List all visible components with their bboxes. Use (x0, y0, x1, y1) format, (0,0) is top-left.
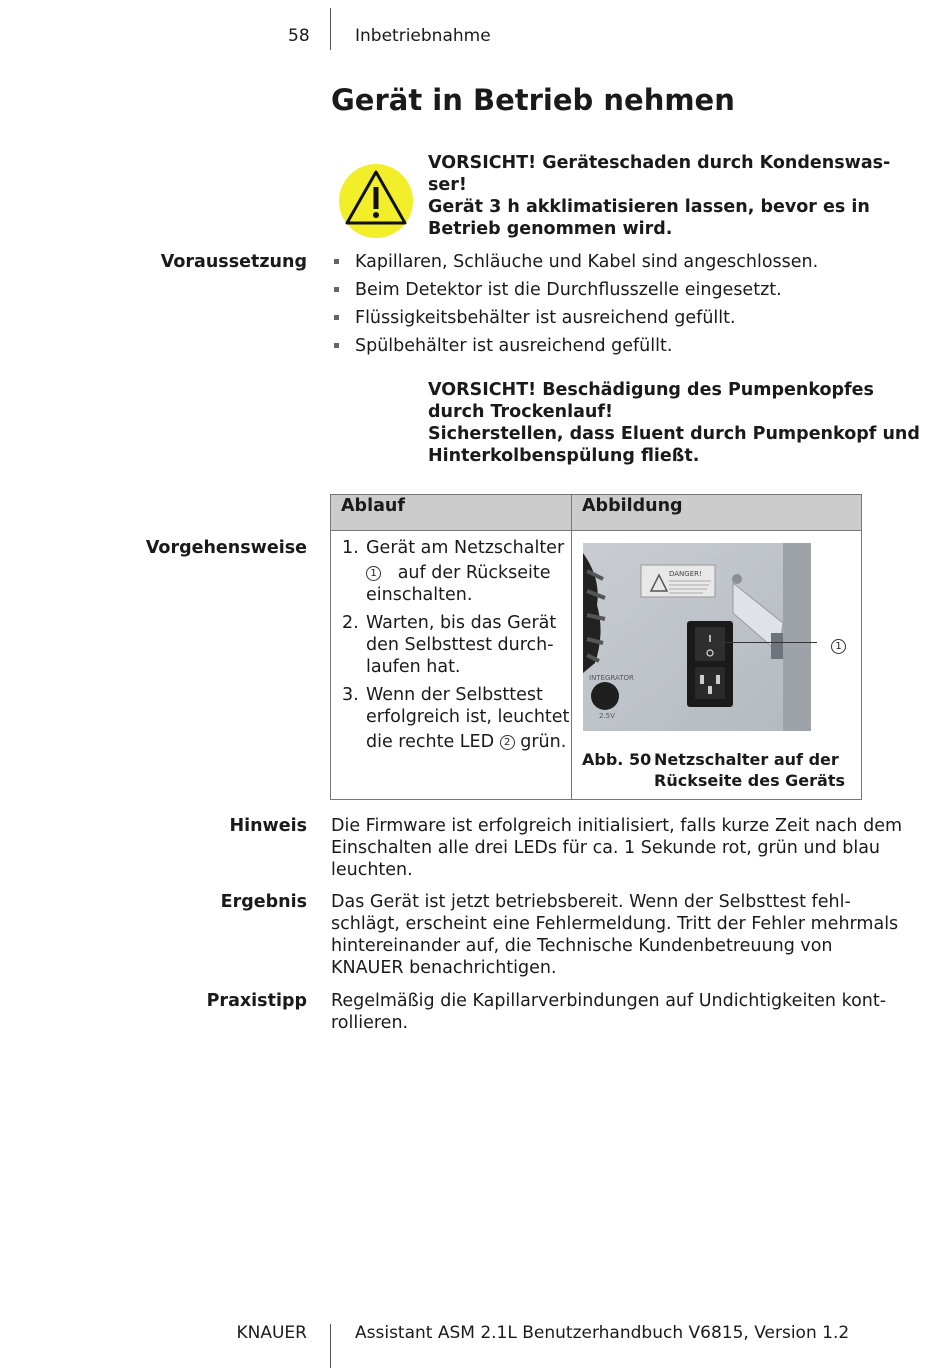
list-item: Kapillaren, Schläuche und Kabel sind angeschlossen. (331, 251, 818, 279)
text-line: Die Firmware ist erfolgreich initialisiert, falls kurze Zeit nach dem (331, 816, 903, 836)
caption-line: Rückseite des Geräts (654, 771, 846, 790)
step-line: Wenn der Selbsttest (366, 685, 543, 705)
text-line: schlägt, erscheint eine Fehlermeldung. Tritt der Fehler mehrmals (331, 914, 899, 934)
step-line: die rechte LED (366, 732, 495, 752)
caution-line: ser! (428, 175, 467, 195)
figure-callout (831, 635, 846, 657)
result-text (331, 891, 898, 979)
tip-label: Praxistipp (206, 991, 307, 1011)
prerequisite-list (331, 251, 818, 363)
steps-cell (331, 531, 572, 800)
caution-line: Sicherstellen, dass Eluent durch Pumpenkopf und (428, 424, 920, 444)
step-line: Warten, bis das Gerät (366, 613, 557, 633)
step-line: grün. (520, 732, 567, 752)
callout-line (714, 642, 817, 643)
callout-marker-icon: 1 (831, 639, 846, 654)
step-line: erfolgreich ist, leuchtet (366, 707, 570, 727)
footer-divider (330, 1324, 331, 1368)
list-item: Flüssigkeitsbehälter ist ausreichend gefüllt. (331, 307, 818, 335)
step-line: einschalten. (366, 585, 473, 605)
running-header: Inbetriebnahme (355, 26, 491, 46)
text-line: leuchten. (331, 860, 413, 880)
procedure-table (330, 494, 862, 800)
text-line: rollieren. (331, 1013, 409, 1033)
note-label: Hinweis (229, 816, 307, 836)
step-line: Gerät am Netzschalter (366, 538, 565, 558)
device-rear-photo (583, 543, 811, 731)
text-line: KNAUER benachrichtigen. (331, 958, 557, 978)
integrator-label: INTEGRATOR (589, 674, 634, 682)
caution-line: Gerät 3 h akklimatisieren lassen, bevor es in (428, 197, 870, 217)
danger-label: DANGER! (669, 570, 702, 578)
step-item (342, 537, 570, 606)
text-line: hintereinander auf, die Technische Kundenbetreuung von (331, 936, 833, 956)
voltage-label: 2.5V (599, 712, 615, 720)
caution-line: Betrieb genommen wird. (428, 219, 673, 239)
list-item: Spülbehälter ist ausreichend gefüllt. (331, 335, 818, 363)
step-item (342, 684, 570, 753)
step-list (332, 532, 570, 753)
step-number: 2. (342, 613, 359, 633)
caution-line: VORSICHT! Geräteschaden durch Kondenswas- (428, 153, 891, 173)
prerequisite-label: Voraussetzung (160, 252, 307, 272)
caption-line: Netzschalter auf der (654, 750, 839, 769)
warning-icon (337, 162, 415, 240)
caution-condensation (428, 152, 890, 240)
text-line: Regelmäßig die Kapillarverbindungen auf Undichtigkeiten kont- (331, 991, 887, 1011)
page-number: 58 (288, 26, 310, 46)
caution-line: Hinterkolbenspülung fließt. (428, 446, 700, 466)
column-header-figure: Abbildung (572, 495, 862, 531)
text-line: Einschalten alle drei LEDs für ca. 1 Sekunde rot, grün und blau (331, 838, 881, 858)
list-item: Beim Detektor ist die Durchflusszelle eingesetzt. (331, 279, 818, 307)
result-label: Ergebnis (220, 892, 307, 912)
footer-brand: KNAUER (236, 1323, 307, 1343)
step-line: den Selbsttest durch- (366, 635, 554, 655)
figure-caption (582, 749, 845, 791)
step-number: 1. (342, 538, 359, 558)
figure-cell (572, 531, 862, 800)
procedure-label: Vorgehensweise (145, 538, 307, 558)
figure-number: Abb. 50 (582, 750, 652, 769)
caution-dry-run (428, 379, 920, 467)
caution-line: VORSICHT! Beschädigung des Pumpenkopfes (428, 380, 874, 400)
page-title: Gerät in Betrieb nehmen (331, 83, 735, 117)
text-line: Das Gerät ist jetzt betriebsbereit. Wenn der Selbsttest fehl- (331, 892, 851, 912)
header-divider (330, 8, 331, 50)
footer-document: Assistant ASM 2.1L Benutzerhandbuch V6815, Version 1.2 (355, 1323, 850, 1343)
step-item (342, 612, 570, 678)
step-line: auf der Rückseite (397, 563, 551, 583)
callout-marker-icon: 2 (500, 735, 515, 750)
step-number: 3. (342, 685, 359, 705)
step-line: laufen hat. (366, 657, 461, 677)
tip-text (331, 990, 886, 1034)
callout-marker-icon: 1 (366, 566, 381, 581)
column-header-sequence: Ablauf (331, 495, 572, 531)
note-text (331, 815, 902, 881)
caution-line: durch Trockenlauf! (428, 402, 613, 422)
